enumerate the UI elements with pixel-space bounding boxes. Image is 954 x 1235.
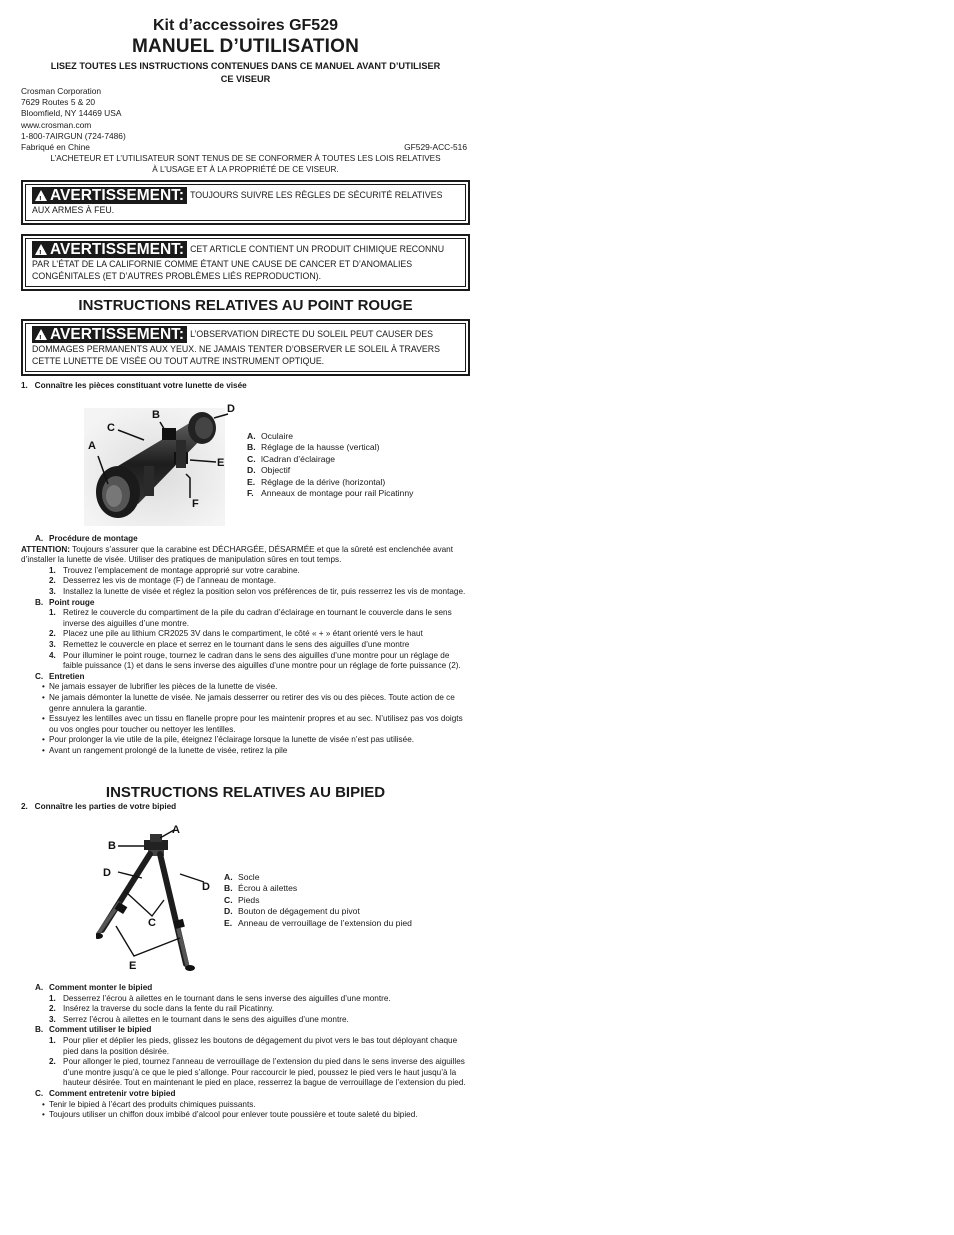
list-item: • Ne jamais essayer de lubrifier les pièces de la lunette de visée. bbox=[21, 682, 470, 693]
list-item: 1. Pour plier et déplier les pieds, glissez les boutons de dégagement du pivot vers le bas tout déployant chaque pied dans la position désirée. bbox=[49, 1035, 458, 1056]
scope-label-c: C bbox=[107, 422, 115, 434]
address-origin: Fabriqué en Chine bbox=[21, 142, 90, 153]
bipod-label-d-right: D bbox=[202, 881, 210, 893]
read-notice-line-2: CE VISEUR bbox=[220, 74, 271, 84]
bipod-diagram bbox=[96, 818, 220, 974]
warning-triangle-icon: ! bbox=[35, 329, 47, 340]
list-item: • Ne jamais démonter la lunette de visée. Ne jamais desserrer ou retirer des vis ou des pièces. Toute action de ce genre annulera la garantie. bbox=[21, 693, 470, 714]
mount-bipod-heading: A. Comment monter le bipied bbox=[35, 983, 153, 992]
warning-box-firearms bbox=[21, 180, 470, 225]
scope-label-d: D bbox=[227, 403, 235, 415]
document-code: GF529-ACC-516 bbox=[404, 142, 467, 152]
list-item: • Tenir le bipied à l’écart des produits chimiques puissants. bbox=[21, 1100, 470, 1111]
red-dot-instructions bbox=[21, 534, 470, 756]
attention-note: ATTENTION: Toujours s’assurer que la carabine est DÉCHARGÉE, DÉSARMÉE et que la sûreté est enclenchée avant d’installer la lunette de visée. Utiliser des pratiques de manipulation sûres en tout temps. bbox=[21, 544, 454, 565]
warning-text: CET ARTICLE CONTIENT UN PRODUIT CHIMIQUE RECONNU PAR L’ÉTAT DE LA CALIFORNIE COMME ÉTANT UNE CAUSE DE CANCER ET D’ANOMALIES CONGÉNITALES (ET D’AUTRES PROBLÈMES LIÉS REPRODUCTION). bbox=[32, 244, 445, 281]
list-item: 2. Pour allonger le pied, tournez l’anneau de verrouillage de l’extension du pied dans le sens inverse des aiguilles d’une montre jusqu’à ce que le pied s’allonge. Pour raccourcir le pied, poussez le pied vers le haut jusqu’à la hauteur désirée. Tout en maintenant le pied en place, resserrez la bague de verrouillage de l’extension du pied. bbox=[49, 1057, 466, 1088]
scope-diagram bbox=[84, 400, 244, 528]
list-item: 3. Serrez l’écrou à ailettes en le tournant dans le sens des aiguilles d’une montre. bbox=[49, 1014, 349, 1024]
legend-item: E. Réglage de la dérive (horizontal) bbox=[247, 476, 386, 487]
list-item: 2. Insérez la traverse du socle dans la fente du rail Picatinny. bbox=[49, 1004, 275, 1014]
maintain-bipod-heading: C. Comment entretenir votre bipied bbox=[35, 1088, 176, 1098]
bipod-section-title: INSTRUCTIONS RELATIVES AU BIPIED bbox=[105, 784, 386, 801]
maintenance-heading: C. Entretien bbox=[35, 671, 85, 681]
bipod-label-b: B bbox=[108, 840, 116, 852]
legend-item: A. Socle bbox=[224, 872, 260, 882]
list-item: 3. Remettez le couvercle en place et serrez en le tournant dans le sens des aiguilles d’une montre bbox=[49, 639, 410, 649]
legend-item: F. Anneaux de montage pour rail Picatinny bbox=[247, 488, 414, 499]
list-item: • Pour prolonger la vie utile de la pile, éteignez l’éclairage lorsque la lunette de visée n’est pas utilisée. bbox=[21, 735, 470, 746]
bipod-label-c: C bbox=[148, 917, 156, 929]
list-item: 2. Placez une pile au lithium CR2025 3V dans le compartiment, le côté « + » étant orienté vers le haut bbox=[49, 629, 423, 639]
legend-item: E. Anneau de verrouillage de l’extension du pied bbox=[224, 917, 412, 928]
bipod-label-e: E bbox=[129, 960, 137, 972]
warning-box-chemical bbox=[21, 234, 470, 291]
legal-notice bbox=[21, 153, 470, 175]
warning-triangle-icon: ! bbox=[35, 244, 47, 255]
warning-text: TOUJOURS SUIVRE LES RÈGLES DE SÉCURITÉ RELATIVES AUX ARMES À FEU. bbox=[32, 190, 443, 215]
list-item: • Avant un rangement prolongé de la lunette de visée, retirez la pile bbox=[21, 746, 470, 757]
warning-label: ! AVERTISSEMENT: bbox=[32, 187, 187, 204]
legend-item: C. lCadran d’éclairage bbox=[247, 453, 336, 464]
bipod-legend bbox=[224, 872, 412, 929]
legend-item: D. Bouton de dégagement du pivot bbox=[224, 906, 360, 917]
list-item: 3. Installez la lunette de visée et réglez la position selon vos préférences de tir, puis resserrez les vis de montage. bbox=[49, 586, 466, 596]
legend-item: B. Réglage de la hausse (vertical) bbox=[247, 442, 380, 453]
address-phone: 1-800-7AIRGUN (724-7486) bbox=[21, 130, 126, 141]
address-line: Bloomfield, NY 14469 USA bbox=[21, 108, 122, 119]
list-item: 4. Pour illuminer le point rouge, tournez le cadran dans le sens des aiguilles d’une montre pour un réglage de faible puissance (1) et dans le sens inverse des aiguilles d’une montre pour un réglage de forte puissance (2). bbox=[49, 650, 461, 671]
list-item: 1. Desserrez l’écrou à ailettes en le tournant dans le sens inverse des aiguilles d’une montre. bbox=[49, 993, 391, 1003]
scope-legend bbox=[247, 431, 413, 499]
legal-line-2: À L’USAGE ET À LA PROPRIÉTÉ DE CE VISEUR. bbox=[152, 165, 339, 174]
read-notice-line-1: LISEZ TOUTES LES INSTRUCTIONS CONTENUES DANS CE MANUEL AVANT D’UTILISER bbox=[50, 61, 441, 71]
warning-text: L’OBSERVATION DIRECTE DU SOLEIL PEUT CAUSER DES DOMMAGES PERMANENTS AUX YEUX. NE JAMAIS TENTER D’OBSERVER LE SOLEIL À TRAVERS CETTE LUNETTE DE VISÉE OU TOUT AUTRE INSTRUMENT OPTIQUE. bbox=[32, 329, 441, 366]
list-item: 1. Trouvez l’emplacement de montage approprié sur votre carabine. bbox=[49, 565, 300, 575]
list-item: 1. Retirez le couvercle du compartiment de la pile du cadran d’éclairage en tournant le couvercle dans le sens inverse des aiguilles d’une montre. bbox=[49, 608, 452, 628]
scope-label-a: A bbox=[88, 440, 96, 452]
legend-item: D. Objectif bbox=[247, 465, 291, 476]
red-dot-heading: B. Point rouge bbox=[35, 597, 95, 607]
warning-label: ! AVERTISSEMENT: bbox=[32, 241, 187, 258]
bipod-parts-heading: 2. Connaître les parties de votre bipied bbox=[21, 802, 177, 811]
bipod-instructions bbox=[21, 983, 470, 1121]
manual-subtitle: Kit d’accessoires GF529 bbox=[153, 17, 338, 34]
scope-label-f: F bbox=[192, 498, 199, 510]
company-address bbox=[21, 86, 126, 153]
list-item: • Toujours utiliser un chiffon doux imbibé d’alcool pour enlever toute poussière et toute saleté du bipied. bbox=[21, 1110, 470, 1121]
address-line: 7629 Routes 5 & 20 bbox=[21, 97, 96, 108]
warning-triangle-icon: ! bbox=[35, 190, 47, 201]
manual-title: MANUEL D’UTILISATION bbox=[131, 36, 360, 57]
list-item: • Essuyez les lentilles avec un tissu en flanelle propre pour les maintenir propres et au sec. N’utilisez pas vos doigts ou vos ongles pour toucher ou nettoyer les lentilles. bbox=[21, 714, 470, 735]
bipod-label-d-left: D bbox=[103, 867, 111, 879]
legend-item: C. Pieds bbox=[224, 894, 260, 905]
legal-line-1: L’ACHETEUR ET L’UTILISATEUR SONT TENUS DE SE CONFORMER À TOUTES LES LOIS RELATIVES bbox=[50, 154, 441, 163]
bipod-illustration bbox=[96, 834, 195, 971]
scope-label-b: B bbox=[152, 409, 160, 421]
legend-item: A. Oculaire bbox=[247, 431, 293, 441]
read-notice bbox=[21, 60, 470, 86]
red-dot-section-title: INSTRUCTIONS RELATIVES AU POINT ROUGE bbox=[78, 297, 413, 314]
legend-item: B. Écrou à ailettes bbox=[224, 883, 298, 894]
scope-parts-heading: 1. Connaître les pièces constituant votre lunette de visée bbox=[21, 381, 247, 390]
scope-label-e: E bbox=[217, 457, 225, 469]
address-website: www.crosman.com bbox=[21, 119, 92, 130]
warning-label: ! AVERTISSEMENT: bbox=[32, 326, 187, 343]
use-bipod-heading: B. Comment utiliser le bipied bbox=[35, 1025, 152, 1035]
address-line: Crosman Corporation bbox=[21, 86, 102, 96]
warning-box-sun bbox=[21, 319, 470, 376]
list-item: 2. Desserrez les vis de montage (F) de l’anneau de montage. bbox=[49, 576, 276, 586]
bipod-label-a: A bbox=[172, 824, 180, 836]
mounting-heading: A. Procédure de montage bbox=[35, 534, 138, 543]
